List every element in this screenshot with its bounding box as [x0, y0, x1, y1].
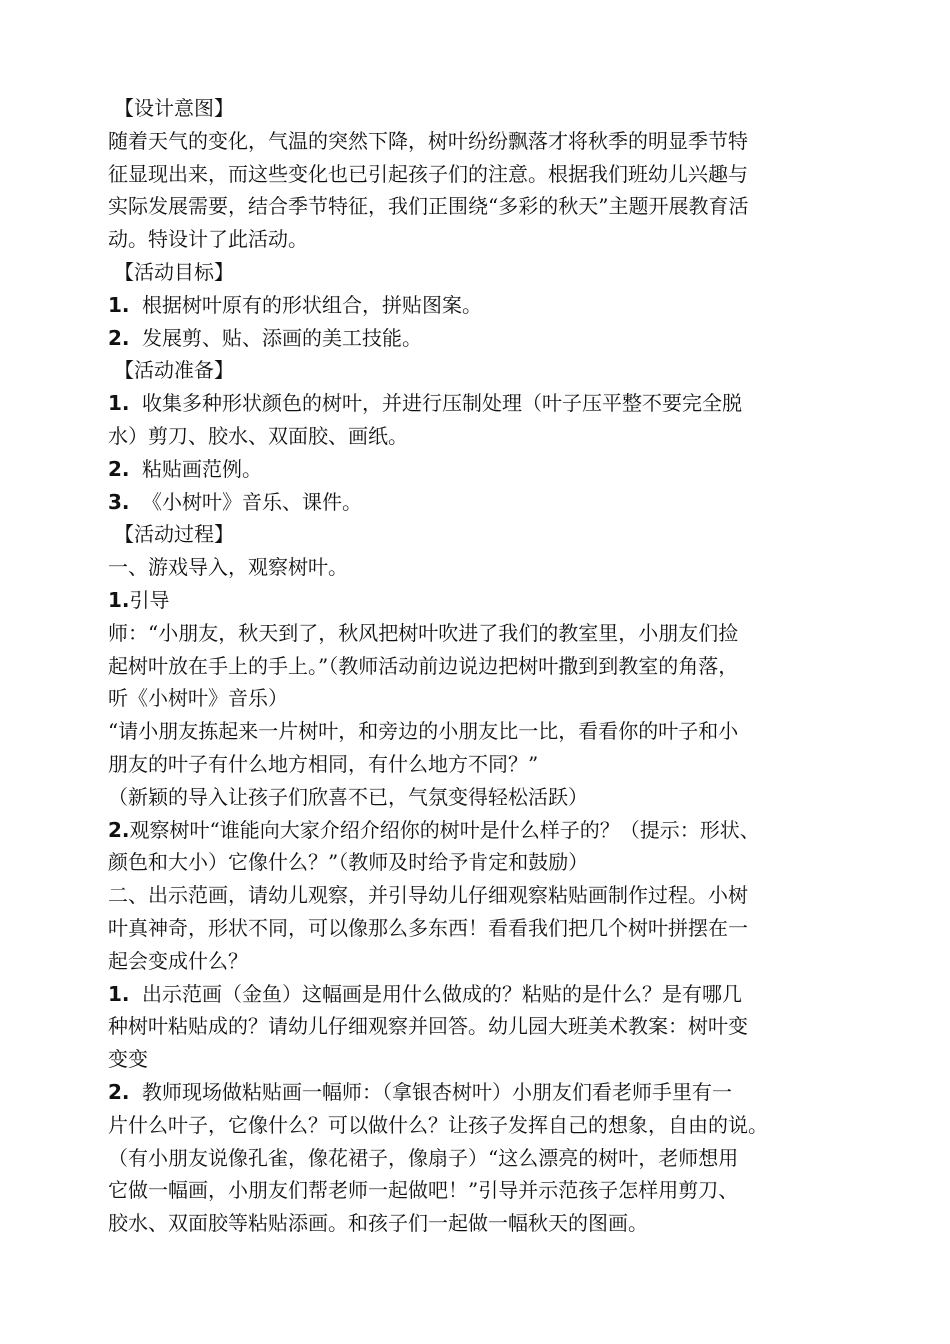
- section-heading-prep: 【活动准备】: [114, 358, 234, 383]
- process-item: [108, 978, 888, 1011]
- list-number: 2.: [108, 456, 130, 481]
- process-text-line: 种树叶粘贴成的？请幼儿仔细观察并回答。幼儿园大班美术教案：树叶变: [108, 1014, 748, 1039]
- process-text-line: 二、出示范画，请幼儿观察，并引导幼儿仔细观察粘贴画制作过程。小树: [108, 883, 748, 908]
- list-number: 2.: [108, 325, 130, 350]
- process-text-line: 听《小树叶》音乐）: [108, 686, 288, 711]
- process-item: [108, 1076, 888, 1109]
- list-number: 1.: [108, 981, 130, 1006]
- prep-item: [108, 387, 888, 420]
- process-text-line: 片什么叶子，它像什么？可以做什么？让孩子发挥自己的想象，自由的说。: [108, 1112, 768, 1137]
- list-number: 2.: [108, 1079, 130, 1104]
- list-number: 2.: [108, 817, 130, 842]
- prep-item: [108, 486, 888, 519]
- goal-item: [108, 322, 888, 355]
- prep-text: 《小树叶》音乐、课件。: [142, 489, 362, 514]
- prep-item-continuation: 水）剪刀、胶水、双面胶、画纸。: [108, 423, 408, 448]
- section-heading-process: 【活动过程】: [114, 522, 234, 547]
- goal-text: 根据树叶原有的形状组合，拼贴图案。: [142, 292, 482, 317]
- process-text-line: 变变: [108, 1047, 148, 1072]
- process-step: [108, 814, 888, 847]
- section-heading-goals: 【活动目标】: [114, 259, 234, 284]
- process-text-line: 起树叶放在手上的手上。”（教师活动前边说边把树叶撒到到教室的角落，: [108, 653, 739, 678]
- process-text-line: （新颖的导入让孩子们欣喜不已，气氛变得轻松活跃）: [108, 784, 588, 809]
- goal-item: [108, 289, 888, 322]
- prep-text: 收集多种形状颜色的树叶，并进行压制处理（叶子压平整不要完全脱: [142, 391, 742, 416]
- item-text: 出示范画（金鱼）这幅画是用什么做成的？粘贴的是什么？是有哪几: [142, 981, 742, 1006]
- prep-item: [108, 453, 888, 486]
- process-text-line: “请小朋友拣起来一片树叶，和旁边的小朋友比一比，看看你的叶子和小: [108, 719, 739, 744]
- item-text: 教师现场做粘贴画一幅师：（拿银杏树叶）小朋友们看老师手里有一: [142, 1079, 732, 1104]
- process-text-line: 朋友的叶子有什么地方相同，有什么地方不同？”: [108, 751, 539, 776]
- intro-paragraph-line: 征显现出来，而这些变化也已引起孩子们的注意。根据我们班幼儿兴趣与: [108, 161, 748, 186]
- intro-paragraph-line: 动。特设计了此活动。: [108, 227, 308, 252]
- prep-text: 粘贴画范例。: [142, 456, 262, 481]
- list-number: 1.: [108, 587, 130, 612]
- step-label: 引导: [129, 587, 170, 612]
- process-text-line: 叶真神奇，形状不同，可以像那么多东西！看看我们把几个树叶拼摆在一: [108, 915, 748, 940]
- process-part-title: 一、游戏导入，观察树叶。: [108, 555, 348, 580]
- process-text-line: 起会变成什么？: [108, 948, 248, 973]
- process-text-line: （有小朋友说像孔雀，像花裙子，像扇子）“这么漂亮的树叶，老师想用: [108, 1145, 739, 1170]
- intro-paragraph-line: 实际发展需要，结合季节特征，我们正围绕“多彩的秋天”主题开展教育活: [108, 194, 749, 219]
- process-text-line: 师：“小朋友，秋天到了，秋风把树叶吹进了我们的教室里，小朋友们捡: [108, 620, 739, 645]
- intro-paragraph-line: 随着天气的变化，气温的突然下降，树叶纷纷飘落才将秋季的明显季节特: [108, 128, 748, 153]
- process-text-line: 颜色和大小）它像什么？”（教师及时给予肯定和鼓励）: [108, 850, 589, 875]
- list-number: 1.: [108, 292, 130, 317]
- process-text-line: 胶水、双面胶等粘贴添画。和孩子们一起做一幅秋天的图画。: [108, 1211, 648, 1236]
- process-step: [108, 584, 888, 617]
- goal-text: 发展剪、贴、添画的美工技能。: [142, 325, 422, 350]
- list-number: 3.: [108, 489, 130, 514]
- section-heading-design-intent: 【设计意图】: [114, 96, 234, 120]
- process-text-line: 它做一幅画，小朋友们帮老师一起做吧！”引导并示范孩子怎样用剪刀、: [108, 1178, 739, 1203]
- step-text: 观察树叶“谁能向大家介绍介绍你的树叶是什么样子的？（提示：形状、: [129, 817, 760, 842]
- list-number: 1.: [108, 391, 130, 416]
- document-page: [108, 92, 888, 1240]
